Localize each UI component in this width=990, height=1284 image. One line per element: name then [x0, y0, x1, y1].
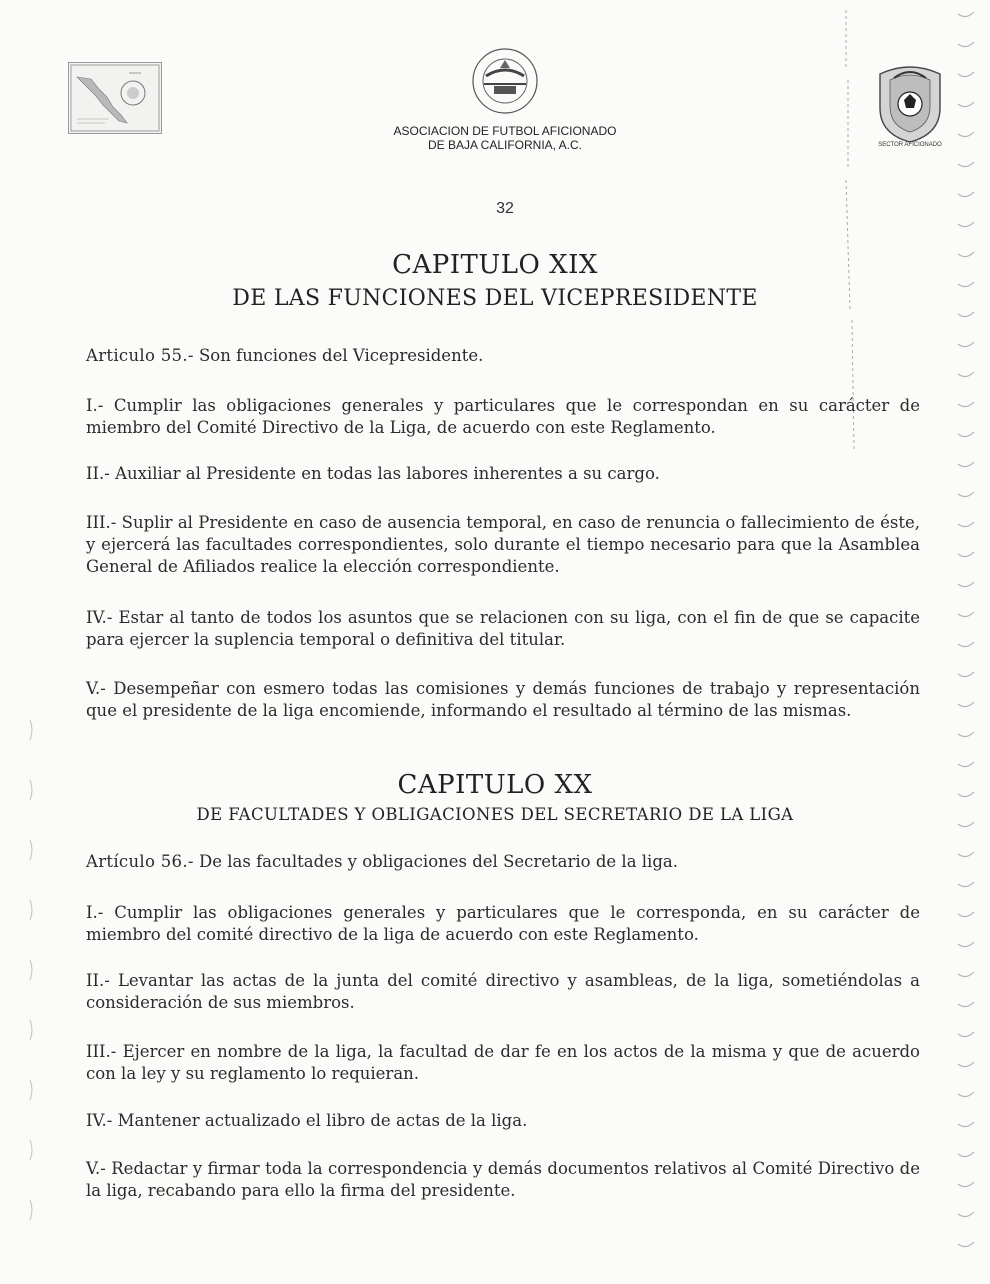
article-55 — [86, 345, 920, 367]
item-text: Levantar las actas de la junta del comité directivo y asambleas, de la liga, sometiéndolas a consideración de sus miembros. — [86, 971, 920, 1012]
item-label: IV.- — [86, 608, 113, 627]
item-text: Estar al tanto de todos los asuntos que se relacionen con su liga, con el fin de que se capacite para ejercer la suplencia temporal o definitiva del titular. — [86, 608, 921, 649]
article-56-label: Artículo 56.- — [86, 852, 194, 871]
article-56-text: De las facultades y obligaciones del Secretario de la liga. — [199, 852, 678, 871]
list-item — [86, 512, 920, 578]
item-label: V.- — [86, 1159, 106, 1178]
scan-artifact-line — [840, 10, 870, 450]
list-item — [86, 607, 920, 651]
association-logo-icon — [470, 46, 540, 116]
article-56 — [86, 851, 920, 873]
item-label: II.- — [86, 971, 110, 990]
chapter-20-subtitle: DE FACULTADES Y OBLIGACIONES DEL SECRETARIO DE LA LIGA — [196, 805, 794, 824]
list-item — [86, 395, 920, 439]
item-text: Desempeñar con esmero todas las comisiones y demás funciones de trabajo y representación que el presidente de la liga encomiende, informando el resultado al término de las mismas. — [86, 679, 920, 720]
item-text: Cumplir las obligaciones generales y particulares que le correspondan en su carácter de miembro del Comité Directivo de la Liga, de acuerdo con este Reglamento. — [86, 396, 921, 437]
item-label: III.- — [86, 513, 117, 532]
list-item — [86, 1110, 920, 1132]
chapter-19-title: CAPITULO XIX — [392, 250, 598, 280]
list-item — [86, 1041, 920, 1085]
sector-label: SECTOR AFICIONADO — [878, 142, 942, 148]
org-name-line1: ASOCIACION DE FUTBOL AFICIONADO — [393, 124, 617, 138]
list-item — [86, 1158, 920, 1202]
chapter-20-title: CAPITULO XX — [397, 770, 593, 800]
binding-marks — [950, 0, 980, 1280]
item-label: II.- — [86, 464, 110, 483]
page-number: 32 — [496, 200, 514, 217]
item-text: Ejercer en nombre de la liga, la facultad de dar fe en los actos de la misma y que de acuerdo con la ley y su reglamento lo requieran. — [86, 1042, 920, 1083]
item-text: Redactar y firmar toda la correspondencia y demás documentos relativos al Comité Directivo de la liga, recabando para ello la firma del presidente. — [86, 1159, 921, 1200]
organization-name — [330, 124, 680, 152]
item-text: Mantener actualizado el libro de actas de la liga. — [117, 1111, 528, 1130]
item-label: I.- — [86, 396, 104, 415]
list-item — [86, 902, 920, 946]
federation-emblem-icon — [870, 58, 950, 150]
item-label: III.- — [86, 1042, 117, 1061]
list-item — [86, 463, 920, 485]
article-55-text: Son funciones del Vicepresidente. — [199, 346, 484, 365]
list-item — [86, 678, 920, 722]
left-logo-map-icon — [68, 62, 162, 134]
item-label: V.- — [86, 679, 106, 698]
item-label: IV.- — [86, 1111, 113, 1130]
item-text: Auxiliar al Presidente en todas las labores inherentes a su cargo. — [115, 464, 660, 483]
org-name-line2: DE BAJA CALIFORNIA, A.C. — [427, 138, 583, 152]
item-text: Cumplir las obligaciones generales y particulares que le corresponda, en su carácter de miembro del comité directivo de la liga de acuerdo con este Reglamento. — [86, 903, 920, 944]
item-label: I.- — [86, 903, 104, 922]
item-text: Suplir al Presidente en caso de ausencia temporal, en caso de renuncia o fallecimiento de éste, y ejercerá las facultades correspondientes, solo durante el tiempo necesario para que la Asamblea General de Afiliados realice la elección correspondiente. — [86, 513, 920, 576]
chapter-19-subtitle: DE LAS FUNCIONES DEL VICEPRESIDENTE — [232, 286, 758, 311]
article-55-label: Articulo 55.- — [86, 346, 194, 365]
list-item — [86, 970, 920, 1014]
